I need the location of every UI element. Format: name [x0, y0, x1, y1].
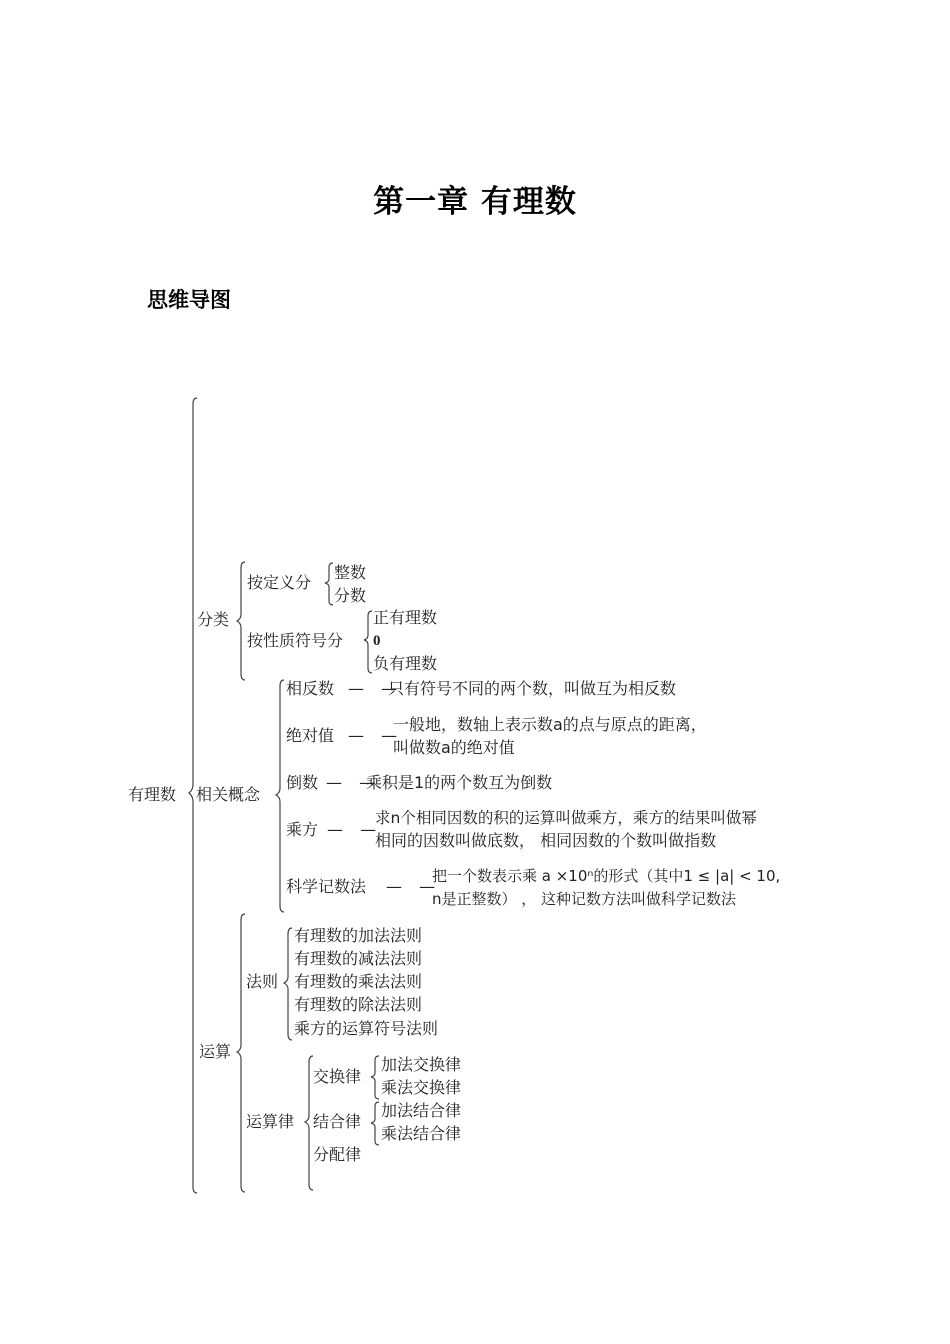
- classification-node: 分类: [197, 610, 230, 629]
- rules-brace: [284, 928, 292, 1040]
- power-term: 乘方: [286, 820, 319, 839]
- absolute-definition-line2: 叫做数a的绝对值: [393, 738, 515, 757]
- operations-node: 运算: [199, 1042, 232, 1061]
- power-sign-rule-leaf: 乘方的运算符号法则: [294, 1019, 439, 1038]
- positive-rational-leaf: 正有理数: [373, 608, 438, 627]
- fraction-leaf: 分数: [334, 586, 367, 605]
- page-title: 第一章 有理数: [373, 184, 577, 220]
- commutative-brace: [371, 1056, 379, 1099]
- division-rule-leaf: 有理数的除法法则: [294, 995, 423, 1014]
- scientific-dash: — —: [386, 877, 442, 896]
- commutative-node: 交换律: [313, 1067, 362, 1086]
- rules-node: 法则: [246, 972, 279, 991]
- concepts-node: 相关概念: [196, 785, 261, 804]
- reciprocal-dash: — —: [326, 773, 382, 792]
- definition-brace: [325, 563, 333, 605]
- classification-brace: [237, 562, 245, 680]
- sign-brace: [364, 611, 372, 673]
- by-sign-node: 按性质符号分: [247, 631, 344, 650]
- power-definition-line2: 相同的因数叫做底数， 相同因数的个数叫做指数: [375, 831, 717, 850]
- associative-brace: [371, 1102, 379, 1145]
- laws-node: 运算律: [246, 1112, 295, 1131]
- laws-brace: [305, 1056, 313, 1190]
- operations-brace: [237, 914, 245, 1192]
- opposite-dash: — —: [348, 679, 404, 698]
- zero-leaf: 0: [373, 633, 381, 649]
- negative-rational-leaf: 负有理数: [373, 654, 438, 673]
- reciprocal-term: 倒数: [286, 773, 319, 792]
- absolute-dash: — —: [348, 726, 404, 745]
- distributive-node: 分配律: [313, 1145, 362, 1164]
- absolute-term: 绝对值: [286, 726, 335, 745]
- section-title: 思维导图: [147, 288, 231, 312]
- integer-leaf: 整数: [334, 563, 367, 582]
- by-definition-node: 按定义分: [247, 573, 312, 592]
- scientific-definition-line1: 把一个数表示乘 a ×10ⁿ的形式（其中1 ≤ |a| < 10,: [432, 867, 781, 885]
- mul-associative-leaf: 乘法结合律: [381, 1124, 462, 1143]
- power-definition-line1: 求n个相同因数的积的运算叫做乘方，乘方的结果叫做幂: [375, 809, 757, 827]
- addition-rule-leaf: 有理数的加法法则: [294, 926, 423, 945]
- concepts-brace: [276, 680, 284, 912]
- opposite-term: 相反数: [286, 679, 335, 698]
- power-dash: — —: [327, 820, 383, 839]
- add-commutative-leaf: 加法交换律: [381, 1055, 462, 1074]
- reciprocal-definition: 乘积是1的两个数互为倒数: [366, 773, 553, 792]
- absolute-definition-line1: 一般地，数轴上表示数a的点与原点的距离，: [393, 715, 707, 734]
- add-associative-leaf: 加法结合律: [381, 1101, 462, 1120]
- scientific-definition-line2: n是正整数） ， 这种记数方法叫做科学记数法: [432, 890, 737, 908]
- root-node: 有理数: [128, 785, 177, 804]
- multiplication-rule-leaf: 有理数的乘法法则: [294, 972, 423, 991]
- associative-node: 结合律: [313, 1112, 362, 1131]
- subtraction-rule-leaf: 有理数的减法法则: [294, 949, 423, 968]
- scientific-term: 科学记数法: [286, 877, 367, 896]
- mul-commutative-leaf: 乘法交换律: [381, 1078, 462, 1097]
- opposite-definition: 只有符号不同的两个数，叫做互为相反数: [388, 679, 677, 698]
